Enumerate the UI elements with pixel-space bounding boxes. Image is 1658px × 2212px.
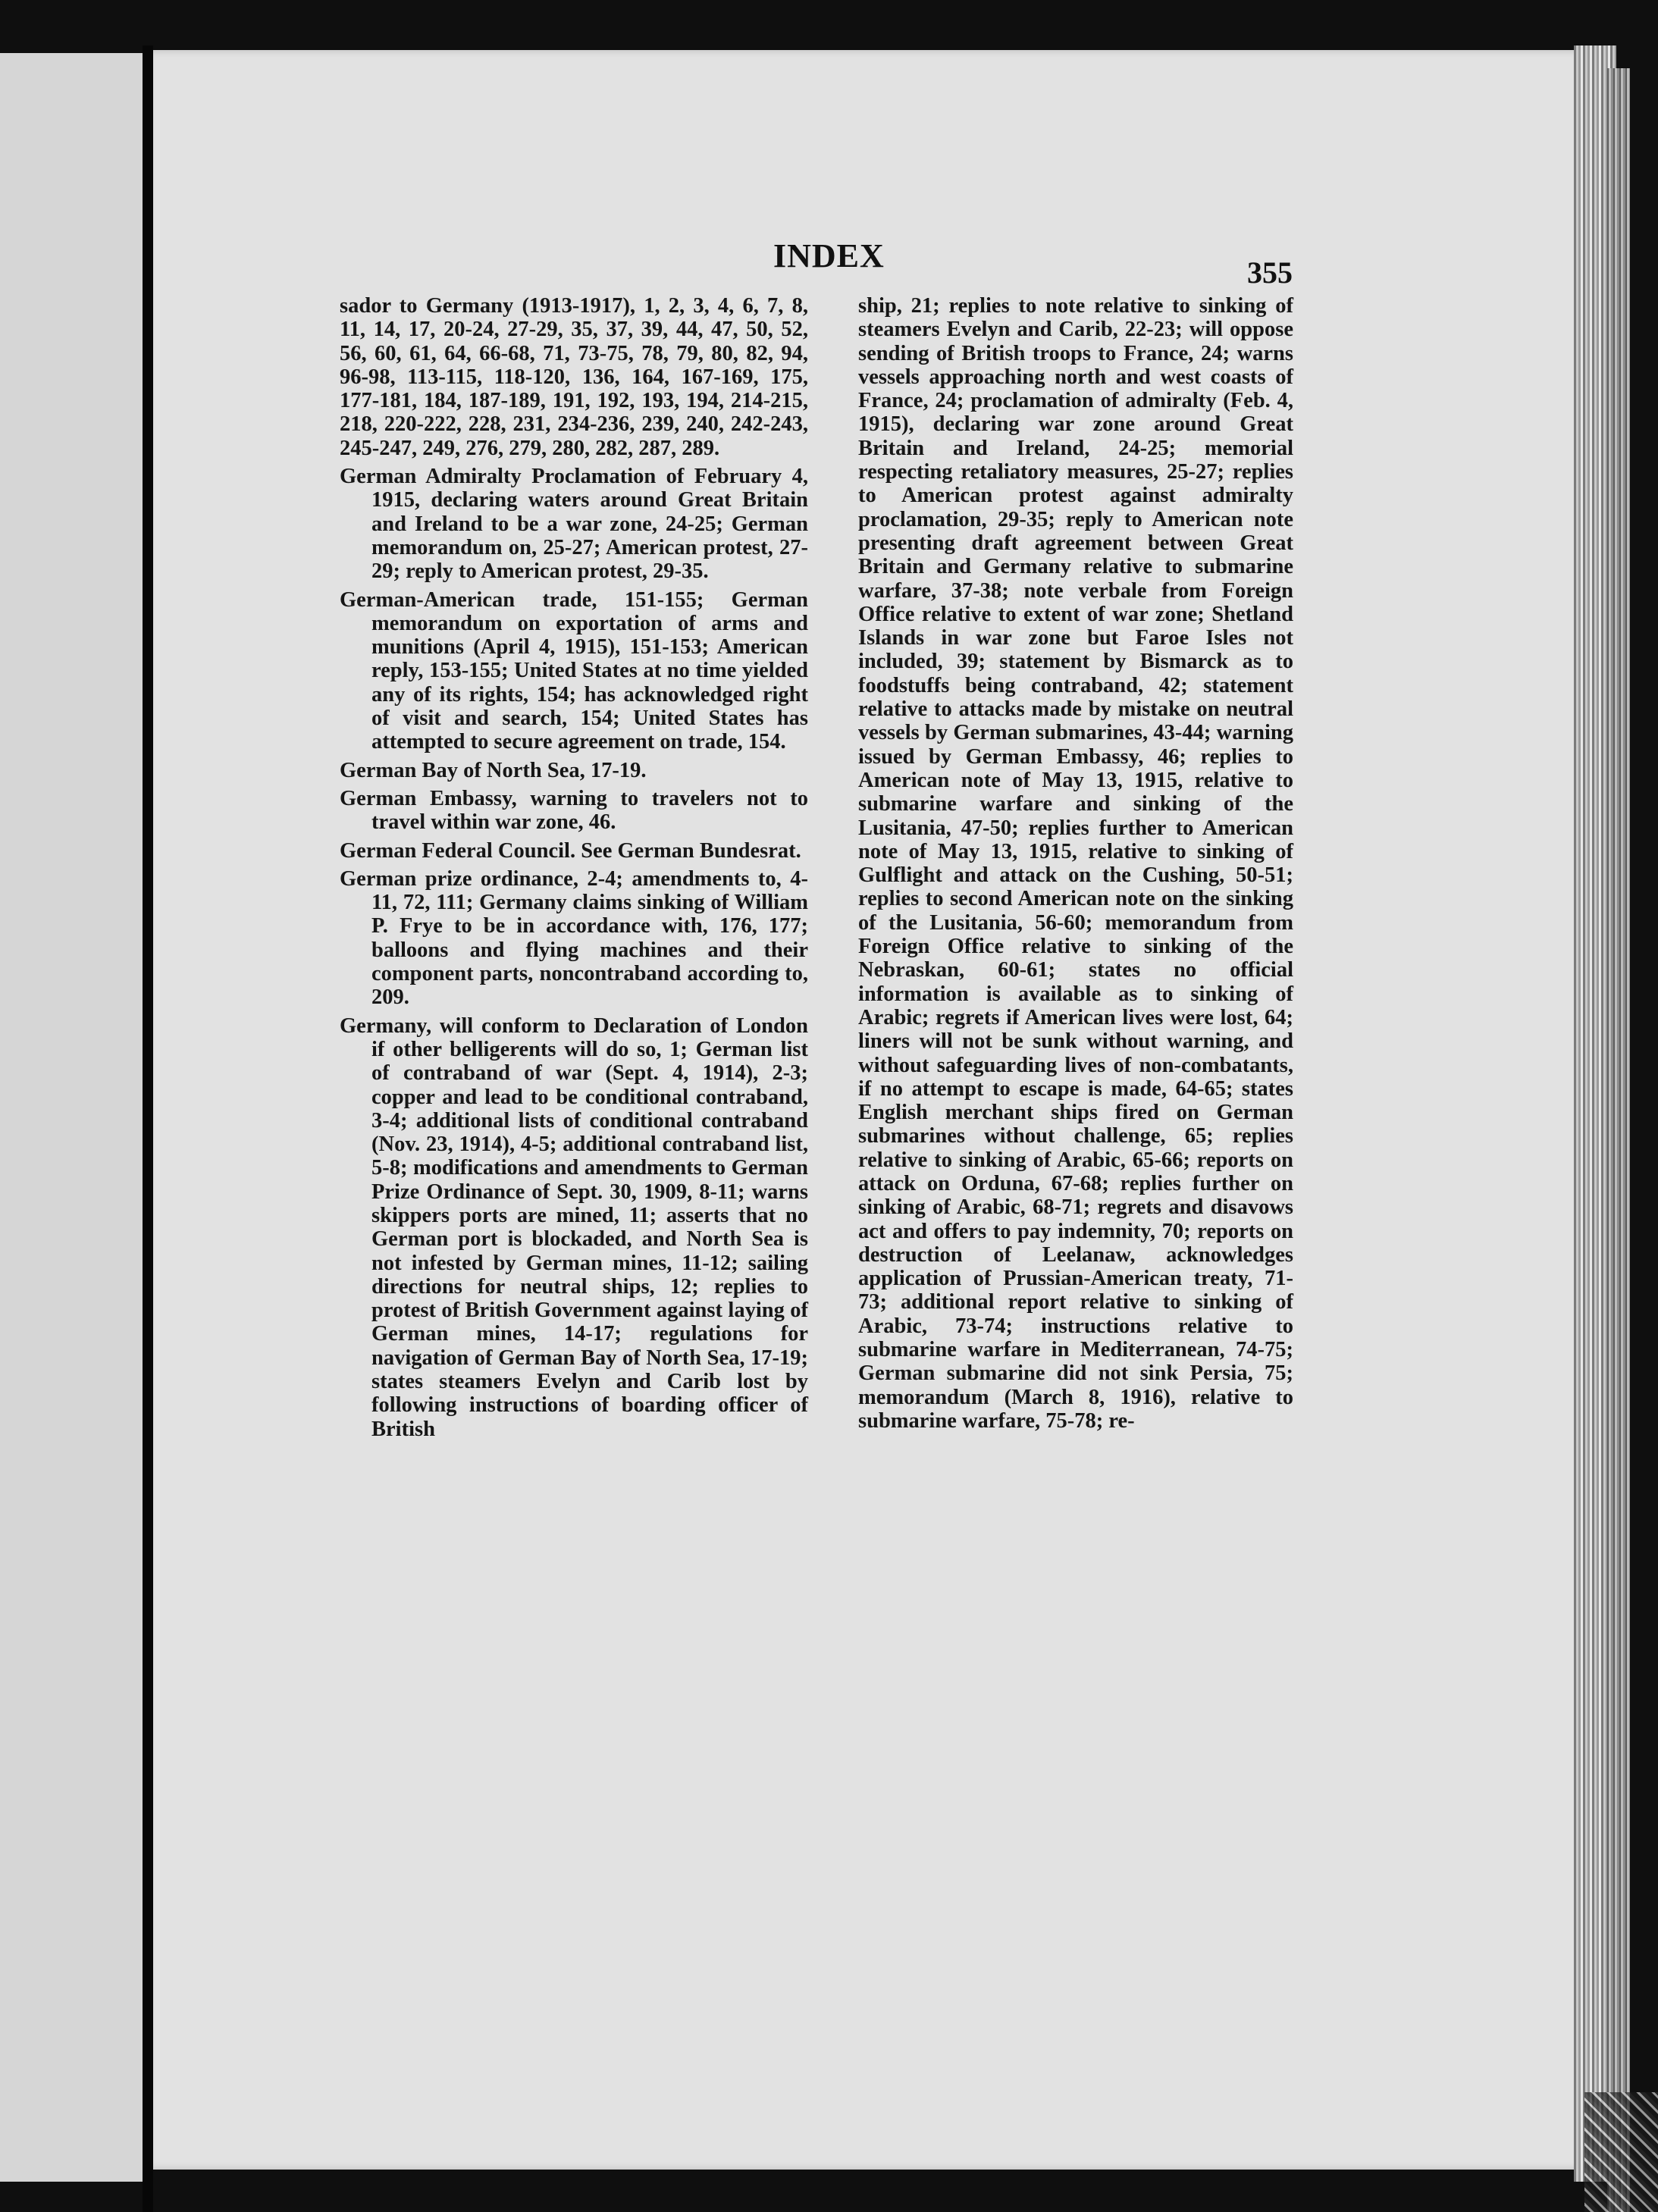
index-entry: German Bay of North Sea, 17-19. <box>340 758 647 782</box>
page-number: 355 <box>1247 255 1293 290</box>
index-entry: Germany, will conform to Declaration of London if other belligerents will do so, 1; German list of contraband of war (Sept. 4, 1914), 2-3; copper and lead to be conditional contraband, 3-4; additional lists of conditional contraband (Nov. 23, 1914), 4-5; additional contraband list, 5-8; modifications and amendments to German Prize Ordinance of Sept. 30, 1909, 8-11; warns skippers ports are mined, 11; asserts that no German port is blockaded, and North Sea is not infested by German mines, 11-12; sailing directions for neutral ships, 12; replies to protest of British Government against laying of German mines, 14-17; regulations for navigation of German Bay of North Sea, 17-19; states steamers Evelyn and Carib lost by following instructions of boarding officer of British <box>340 1014 808 1441</box>
facing-page-edge <box>0 53 143 2182</box>
index-entry: German-American trade, 151-155; German memorandum on exportation of arms and munitions (April 4, 1915), 151-153; American reply, 153-155; United States at no time yielded any of its rights, 154; has acknowledged right of visit and search, 154; United States has attempted to secure agreement on trade, 154. <box>340 587 808 754</box>
index-entry: German Federal Council. See German Bundesrat. <box>340 838 801 863</box>
index-entry: ship, 21; replies to note relative to sinking of steamers Evelyn and Carib, 22-23; will oppose sending of British troops to France, 24; warns vessels approaching north and west coasts of France, 24; proclamation of admiralty (Feb. 4, 1915), declaring war zone around Great Britain and Ireland, 24-25; memorial respecting retaliatory measures, 25-27; replies to American protest against admiralty proclamation, 29-35; reply to American note presenting draft agreement between Great Britain and Germany relative to submarine warfare, 37-38; note verbale from Foreign Office relative to extent of war zone; Shetland Islands in war zone but Faroe Isles not included, 39; statement by Bismarck as to foodstuffs being contraband, 42; statement relative to attacks made by mistake on neutral vessels by German submarines, 43-44; warning issued by German Embassy, 46; replies to American note of May 13, 1915, relative to submarine warfare and sinking of the Lusitania, 47-50; replies further to American note of May 13, 1915, relative to sinking of Gulflight and attack on the Cushing, 50-51; replies to second American note on the sinking of the Lusitania, 56-60; memorandum from Foreign Office relative to sinking of the Nebraskan, 60-61; states no official information is available as to sinking of Arabic; regrets if American lives were lost, 64; liners will not be sunk without warning, and without safeguarding lives of non-combatants, if no attempt to escape is made, 64-65; states English merchant ships fired on German submarines without challenge, 65; replies relative to sinking of Arabic, 65-66; reports on attack on Orduna, 67-68; replies further on sinking of Arabic, 68-71; regrets and disavows act and offers to pay indemnity, 70; reports on destruction of Leelanaw, acknowledges application of Prussian-American treaty, 71-73; additional report relative to sinking of Arabic, 73-74; instructions relative to submarine warfare in Mediterranean, 74-75; German submarine did not sink Persia, 75; memorandum (March 8, 1916), relative to submarine warfare, 75-78; re- <box>858 294 1293 1433</box>
index-column-left <box>340 294 808 1446</box>
book-gutter <box>143 45 153 2212</box>
index-column-right <box>858 294 1293 1437</box>
running-head: INDEX <box>773 237 885 274</box>
index-entry: sador to Germany (1913-1917), 1, 2, 3, 4, 6, 7, 8, 11, 14, 17, 20-24, 27-29, 35, 37, 39, 44, 47, 50, 52, 56, 60, 61, 64, 66-68, 71, 73-75, 78, 79, 80, 82, 94, 96-98, 113-115, 118-120, 136, 164, 167-169, 175, 177-181, 184, 187-189, 191, 192, 193, 194, 214-215, 218, 220-222, 228, 231, 234-236, 239, 240, 242-243, 245-247, 249, 276, 279, 280, 282, 287, 289. <box>340 294 808 460</box>
index-entry: German Admiralty Proclamation of February 4, 1915, declaring waters around Great Britain and Ireland to be a war zone, 24-25; German memorandum on, 25-27; American protest, 27-29; reply to American protest, 29-35. <box>340 465 808 584</box>
index-entry: German prize ordinance, 2-4; amendments to, 4-11, 72, 111; Germany claims sinking of William P. Frye to be in accordance with, 176, 177; balloons and flying machines and their component parts, noncontraband according to, 209. <box>340 866 808 1010</box>
scan-corner-noise <box>1584 2092 1658 2212</box>
page-stack-edge-outer <box>1607 68 1630 2212</box>
index-entry: German Embassy, warning to travelers not to travel within war zone, 46. <box>340 786 808 835</box>
